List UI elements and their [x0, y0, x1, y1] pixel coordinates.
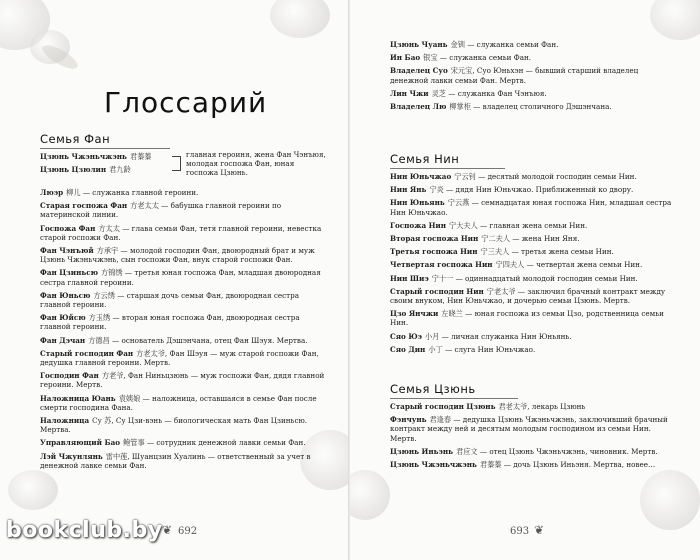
glossary-entry: [40, 201, 325, 219]
glossary-entry: [390, 447, 675, 456]
glossary-entry: Цзюнь Цзюлин 君九龄: [40, 165, 131, 174]
entry-hanzi: 方老爷: [101, 371, 124, 381]
section-rule: [40, 148, 170, 149]
glossary-entry: [40, 224, 325, 242]
glossary-entry: [40, 394, 325, 412]
entry-name: Фан Дэчан: [40, 335, 86, 345]
glossary-entry: [390, 172, 675, 181]
entry-hanzi: 宁炎: [429, 185, 444, 195]
entry-description: — слуга Нин Юньчжао.: [442, 344, 536, 354]
entry-name: Вторая госпожа Нин: [390, 234, 479, 243]
glossary-entry: [390, 247, 675, 256]
entry-name: Госпожа Нин: [390, 220, 446, 230]
glossary-entry: [390, 198, 675, 216]
entry-name: Старый господин Нин: [390, 286, 484, 296]
entry-name: Цзюнь Иньэнь: [390, 446, 453, 456]
entry-description: — дочь Цзюнь Иньэня. Мертва, новее…: [501, 460, 656, 469]
entry-name: Наложница Юань: [40, 393, 116, 403]
entry-description: , Суо Юньхэн — бывший старший владелец денежной лавки семьи Фан. Мертв.: [390, 66, 639, 85]
entry-hanzi: 方承宇: [96, 246, 119, 255]
entry-name: Управляющий Бао: [40, 438, 121, 448]
right-page: [350, 0, 700, 560]
entry-name: Лин Чжи: [390, 88, 429, 98]
entry-hanzi: 鲍管事: [123, 438, 145, 448]
entry-description: — главная жена семьи Нин.: [477, 220, 588, 230]
entry-description: — семнадцатая юная госпожа Нин, младшая сестра Нин Юньчжао.: [390, 198, 672, 217]
entry-description: — бабушка главной героини по материнской линии.: [40, 201, 282, 220]
section-rule: [390, 168, 505, 169]
entry-hanzi: 左晓兰: [441, 309, 463, 319]
entry-hanzi: 金钏: [450, 40, 465, 49]
section-rule: [390, 398, 518, 399]
entry-description: — служанка Фан Чэнъюя.: [446, 88, 547, 98]
glossary-entry: [40, 268, 325, 286]
entry-description: — третья юная госпожа Фан, младшая двоюродная сестра главной героини.: [40, 268, 321, 287]
entry-name: Господин Фан: [40, 371, 99, 381]
entry-hanzi: 方玉绣: [88, 313, 111, 323]
entry-name: Наложница: [40, 416, 90, 425]
entry-name: Четвертая госпожа Нин: [390, 260, 493, 270]
flower-decoration: [350, 470, 390, 520]
entry-description: — личная служанка Нин Юньянь.: [439, 331, 572, 341]
entry-hanzi: 银宝: [423, 53, 438, 63]
flower-decoration: [640, 470, 700, 530]
entry-hanzi: 宁二夫人: [481, 234, 511, 243]
glossary-entry: [40, 416, 325, 434]
entry-hanzi: 君蓁蓁: [479, 460, 502, 469]
entry-name: Ин Бао: [390, 53, 421, 63]
entry-hanzi: Су 苏: [92, 416, 112, 425]
entry-name: Нин Юньянь: [390, 198, 445, 208]
entry-description: — служанка семьи Фан.: [437, 53, 532, 63]
entry-name: Старый господин Цзюнь: [390, 402, 496, 411]
glossary-entry: [390, 66, 675, 84]
bracket-line: [172, 156, 181, 171]
entry-description: — одиннадцатый молодой господин семьи Нин.: [453, 273, 638, 283]
entry-name: Нин Янь: [390, 185, 427, 195]
glossary-entry: [40, 188, 325, 197]
page-number: 693: [510, 526, 530, 537]
glossary-entry: [390, 332, 675, 341]
entry-name: Нин Шиэ: [390, 273, 429, 283]
entry-description: — сотрудник денежной лавки семьи Фан.: [144, 438, 306, 448]
entry-hanzi: 方太太: [98, 223, 120, 233]
glossary-entry: [40, 452, 325, 470]
entry-hanzi: 柳掌柜: [449, 102, 471, 111]
entry-description: , Су Цзи-вэнь — биологическая мать Фан Цзиньсю. Мертва.: [40, 416, 308, 435]
entry-description: — третья жена семьи Нин.: [509, 247, 614, 257]
glossary-entry: [40, 313, 325, 331]
entry-description: — старшая дочь семьи Фан, двоюродная сестра главной героини.: [40, 290, 300, 309]
entry-name: Фан Чэнъюй: [40, 246, 94, 255]
glossary-entry: [40, 336, 325, 345]
entry-hanzi: 宁十一: [431, 273, 454, 283]
entry-description: — отец Цзюнь Чжэньчжэнь, чиновник. Мертв.: [477, 446, 658, 456]
entry-hanzi: 方老太爷: [136, 348, 165, 358]
glossary-entry: [390, 274, 675, 283]
entry-hanzi: 小月: [424, 331, 440, 341]
entry-description: , лекарь Цзюнь: [527, 402, 586, 411]
glossary-entry: [390, 415, 675, 443]
entry-description: , Фан Шэуя — муж старой госпожи Фан, дедушка главной героини. Мертв.: [40, 348, 319, 367]
site-watermark: bookclub.by: [6, 518, 163, 543]
glossary-entry: [390, 40, 675, 49]
glossary-entry: [40, 291, 325, 309]
flower-decoration: [650, 0, 700, 40]
glossary-entry: [390, 234, 675, 243]
entry-hanzi: 方老太太: [130, 201, 159, 211]
glossary-entry: [390, 460, 675, 469]
page-ornament: ❦: [162, 523, 173, 537]
entry-name: Цзюнь Чжэньчжэнь: [390, 460, 477, 469]
entry-description: — четвертая жена семьи Нин.: [524, 260, 643, 270]
entry-description: , Фан Ниньцзюнь — муж госпожи Фан, дядя главной героини. Мертв.: [40, 371, 325, 390]
entry-name: Владелец Лю: [390, 102, 447, 111]
section-heading-fan: Семья Фан: [40, 132, 110, 146]
entry-name: Люэр: [40, 188, 64, 197]
entry-description: — наложница, оставшаяся в семье Фан после смерти господина Фана.: [40, 393, 317, 412]
entry-name: Владелец Суо: [390, 66, 448, 76]
glossary-entry: [40, 371, 325, 389]
page-number: 692: [178, 526, 198, 537]
entry-hanzi: 宁大夫人: [449, 220, 478, 230]
page-title: Глоссарий: [104, 86, 268, 119]
entry-name: Лэй Чжунлянь: [40, 451, 103, 461]
entry-hanzi: 宋元宝: [450, 66, 473, 76]
flower-decoration: [8, 470, 58, 510]
glossary-entry: [390, 402, 675, 411]
glossary-entry: [390, 53, 675, 62]
entry-description: — основатель Дэшэнчана, отец Фан Шэуя. Мертва.: [109, 335, 308, 345]
entry-name: Сяо Дин: [390, 344, 426, 354]
glossary-entry: [40, 349, 325, 367]
entry-hanzi: 灵芝: [431, 88, 446, 98]
entry-name: Фэнчунь: [390, 415, 427, 425]
entry-hanzi: 小丁: [428, 344, 443, 354]
entry-hanzi: 方锦绣: [101, 268, 123, 278]
glossary-entry: [390, 309, 675, 327]
entry-description: — жена Нин Яня.: [510, 234, 580, 243]
entry-name: Третья госпожа Нин: [390, 247, 478, 257]
entry-name: Фан Цзиньсю: [40, 268, 98, 278]
entry-name: Госпожа Фан: [40, 223, 96, 233]
entry-description: — дедушка Цзюнь Чжэньчжэнь, заключивший брачный контракт между ней и десятым молодым господином из семьи Нин. Мертв.: [390, 415, 668, 443]
entry-description: — служанка главной героини.: [80, 188, 199, 197]
entry-description: — дядя Нин Юньчжао. Приближенный ко двору.: [443, 185, 634, 195]
glossary-entry: [390, 89, 675, 98]
bracket-note: главная героиня, жена Фан Чэнъюя, молодая госпожа Фан, юная госпожа Цзюнь.: [186, 150, 326, 178]
entry-hanzi: 宁云燕: [447, 198, 470, 208]
entry-hanzi: 君老太爷: [498, 402, 528, 411]
section-heading-nin: Семья Нин: [390, 152, 459, 166]
glossary-entry: [390, 345, 675, 354]
entry-hanzi: 柳儿: [66, 188, 81, 197]
entry-hanzi: 宁老太爷: [486, 286, 516, 296]
entry-name: Старый господин Фан: [40, 348, 134, 358]
entry-hanzi: 雷中莲: [105, 451, 128, 461]
entry-description: — владелец столичного Дэшэнчана.: [470, 102, 612, 111]
entry-name: Старая госпожа Фан: [40, 201, 128, 211]
page-ornament: ❦: [534, 523, 545, 537]
entry-hanzi: 方云绣: [93, 290, 115, 300]
entry-description: — вторая юная госпожа Фан, двоюродная сестра главной героини.: [40, 313, 300, 332]
glossary-entry: [390, 221, 675, 230]
entry-description: — десятый молодой господин семьи Нин.: [475, 172, 637, 181]
entry-name: Нин Юньчжао: [390, 172, 452, 181]
entry-description: — глава семьи Фан, тетя главной героини, невестка старой госпожи Фан.: [40, 223, 322, 242]
entry-name: Цзо Янчжи: [390, 309, 439, 319]
entry-hanzi: 君逢春: [429, 415, 452, 425]
glossary-entry: [390, 185, 675, 194]
entry-description: — юная госпожа из семьи Цзо, родственница семьи Нин.: [390, 309, 664, 328]
glossary-entry: [40, 246, 325, 264]
entry-hanzi: 袁姨娘: [118, 393, 141, 403]
entry-name: Фан Юйсю: [40, 313, 86, 323]
entry-hanzi: 方德昌: [88, 335, 110, 345]
section-heading-jun: Семья Цзюнь: [390, 382, 476, 396]
entry-name: Сяо Юэ: [390, 331, 422, 341]
entry-description: — заключил брачный контракт между своим внуком, Нин Юньчжао, и дочерью семьи Цзюнь. Мертв.: [390, 286, 666, 305]
entry-name: Фан Юньсю: [40, 290, 91, 300]
flower-decoration: [270, 0, 330, 38]
entry-description: — служанка семьи Фан.: [464, 40, 559, 49]
glossary-entry: [390, 260, 675, 269]
glossary-entry: Цзюнь Чжэньчжэнь 君蓁蓁: [40, 152, 152, 161]
entry-description: , Шуанцзин Хуалинь — ответственный за учет в денежной лавке семьи Фан.: [40, 451, 311, 470]
entry-name: Цзюнь Чуань: [390, 40, 448, 49]
entry-hanzi: 宁四夫人: [495, 260, 525, 270]
entry-hanzi: 宁云钊: [454, 172, 476, 181]
entry-hanzi: 宁三夫人: [480, 247, 510, 257]
entry-description: — молодой господин Фан, двоюродный брат и муж Цзюнь Чжэньчжэнь, сын госпожи Фан, внук старой госпожи Фан.: [40, 246, 315, 265]
glossary-entry: [390, 287, 675, 305]
glossary-entry: [390, 102, 675, 111]
glossary-entry: [40, 438, 325, 447]
entry-hanzi: 君应文: [456, 446, 478, 456]
